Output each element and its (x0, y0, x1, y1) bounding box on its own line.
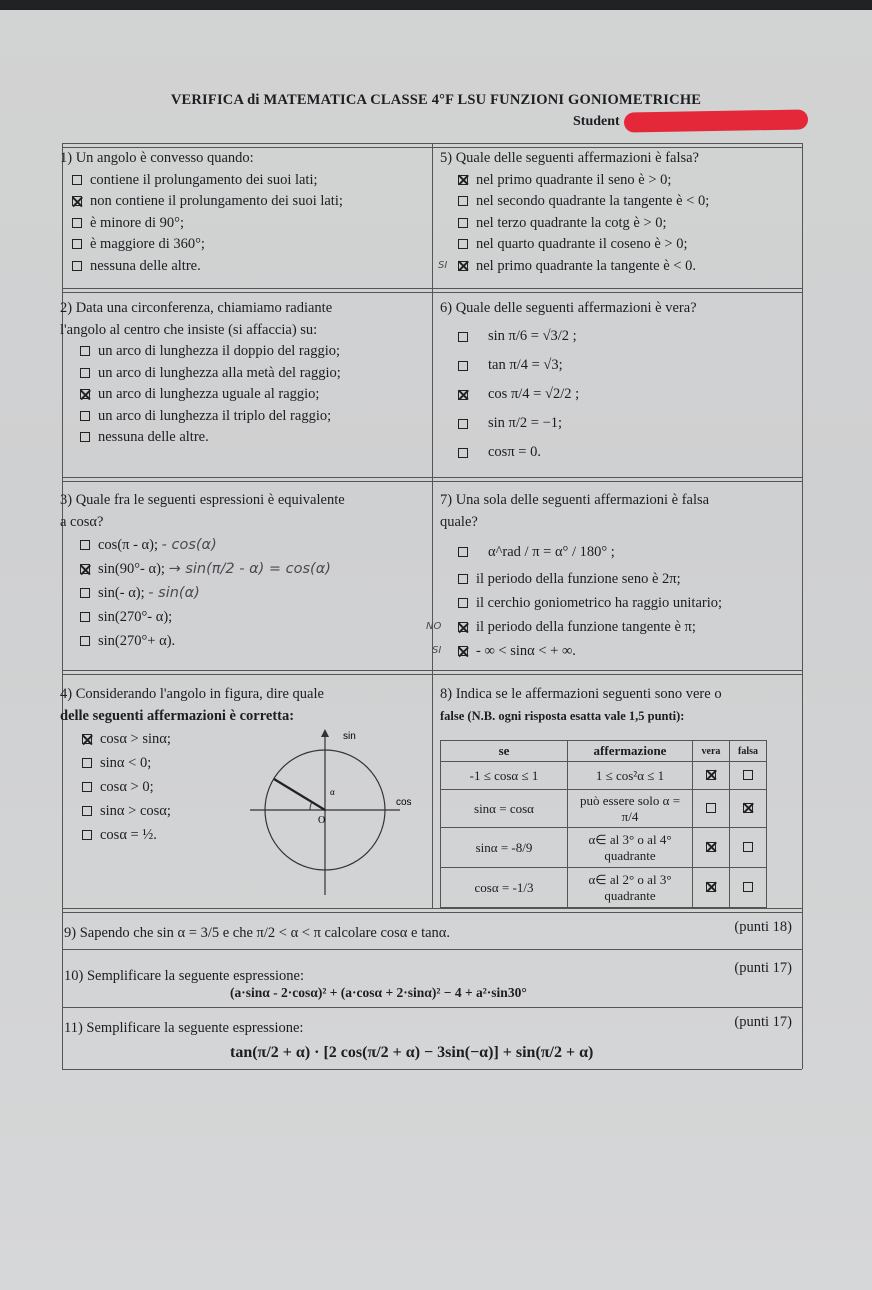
question-8-subtitle: false (N.B. ogni risposta esatta vale 1,5 punti): (440, 708, 685, 723)
q7-option[interactable]: - ∞ < sinα < + ∞. (458, 639, 722, 663)
q2-option[interactable]: nessuna delle altre. (80, 427, 341, 449)
question-2 (60, 298, 341, 449)
q5-option[interactable]: nel primo quadrante il seno è > 0; (458, 170, 709, 192)
checkbox[interactable] (458, 361, 468, 371)
arrow-up-icon (321, 729, 329, 737)
handwritten-note: - sin(α) (148, 585, 200, 601)
unit-circle-figure (240, 725, 420, 905)
checkbox-checked[interactable] (80, 564, 90, 574)
checkbox[interactable] (72, 261, 82, 271)
checkbox[interactable] (80, 588, 90, 598)
q6-option[interactable]: cos π/4 = √2/2 ; (458, 380, 697, 409)
checkbox-checked[interactable] (72, 196, 82, 206)
cos-axis-label: cos (396, 797, 412, 808)
checkbox[interactable] (80, 636, 90, 646)
q1-option[interactable]: nessuna delle altre. (72, 256, 343, 278)
table-row: sinα = cosα può essere solo α = π/4 (441, 790, 767, 828)
rule (62, 908, 802, 909)
checkbox-checked[interactable] (458, 390, 468, 400)
checkbox-checked[interactable] (458, 622, 468, 632)
rule (62, 949, 802, 950)
checkbox[interactable] (458, 574, 468, 584)
q7-option[interactable]: α^rad / π = α° / 180° ; (458, 537, 722, 567)
table-row: cosα = -1/3 α∈ al 2° o al 3° quadrante (441, 868, 767, 908)
q4-option[interactable]: cosα > sinα; (82, 727, 324, 751)
rule (62, 1069, 802, 1070)
checkbox-checked[interactable] (458, 261, 468, 271)
checkbox[interactable] (80, 346, 90, 356)
question-5 (440, 148, 709, 277)
question-11: 11) Semplificare la seguente espressione: (64, 1020, 304, 1036)
falsa-checkbox[interactable] (743, 882, 753, 892)
table-row: sinα = -8/9 α∈ al 3° o al 4° quadrante (441, 828, 767, 868)
q3-option[interactable]: sin(270°+ α). (80, 629, 345, 653)
page-right-border (802, 143, 803, 1069)
student-label: Student (573, 114, 620, 129)
question-3-text-line2: a cosα? (60, 513, 104, 530)
checkbox-checked[interactable] (458, 646, 468, 656)
q4-option[interactable]: sinα > cosα; (82, 799, 324, 823)
q9-points: (punti 18) (734, 919, 792, 935)
angle-label: α (330, 787, 335, 797)
sin-axis-label: sin (343, 731, 356, 742)
question-7 (426, 490, 723, 663)
checkbox[interactable] (72, 175, 82, 185)
page-title: VERIFICA di MATEMATICA CLASSE 4°F LSU FUNZIONI GONIOMETRICHE (170, 92, 702, 108)
q2-option[interactable]: un arco di lunghezza alla metà del raggio; (80, 363, 341, 385)
checkbox[interactable] (458, 547, 468, 557)
table-header-row (441, 741, 767, 762)
checkbox[interactable] (82, 830, 92, 840)
checkbox-checked[interactable] (80, 389, 90, 399)
handwritten-note: SI (438, 260, 448, 271)
question-8 (440, 684, 722, 727)
q3-option[interactable]: sin(90°- α); → sin(π/2 - α) = cos(α) (80, 557, 345, 581)
handwritten-note: SI (432, 645, 442, 656)
checkbox[interactable] (458, 218, 468, 228)
falsa-checkbox-checked[interactable] (743, 803, 753, 813)
question-5-text: 5) Quale delle seguenti affermazioni è falsa? (440, 150, 699, 166)
top-dark-border (0, 0, 872, 10)
question-10: 10) Semplificare la seguente espressione: (64, 968, 304, 984)
checkbox[interactable] (80, 612, 90, 622)
question-2-text-line2: l'angolo al centro che insiste (si affaccia) su: (60, 321, 318, 338)
checkbox[interactable] (82, 758, 92, 768)
header-falsa: falsa (730, 741, 767, 762)
q2-option[interactable]: un arco di lunghezza il triplo del raggio; (80, 406, 341, 428)
checkbox[interactable] (82, 782, 92, 792)
handwritten-note: → sin(π/2 - α) = cos(α) (168, 561, 331, 577)
q1-option[interactable]: contiene il prolungamento dei suoi lati; (72, 170, 343, 192)
q10-expression: (a·sinα - 2·cosα)² + (a·cosα + 2·sinα)² − 4 + a²·sin30° (230, 985, 527, 1000)
q6-option[interactable]: sin π/6 = √3/2 ; (458, 322, 697, 351)
header-se: se (441, 741, 568, 762)
vera-checkbox-checked[interactable] (706, 882, 716, 892)
checkbox-checked[interactable] (458, 175, 468, 185)
header-vera: vera (693, 741, 730, 762)
true-false-table (440, 740, 767, 908)
question-1 (60, 148, 343, 277)
q4-option[interactable]: sinα < 0; (82, 751, 324, 775)
q11-expression: tan(π/2 + α) · [2 cos(π/2 + α) − 3sin(−α)] + sin(π/2 + α) (230, 1044, 594, 1061)
question-4-text-line1: 4) Considerando l'angolo in figura, dire quale (60, 686, 324, 702)
q6-option[interactable]: sin π/2 = −1; (458, 409, 697, 438)
q1-option[interactable]: è minore di 90°; (72, 213, 343, 235)
falsa-checkbox[interactable] (743, 842, 753, 852)
q1-option[interactable]: è maggiore di 360°; (72, 234, 343, 256)
checkbox[interactable] (458, 419, 468, 429)
q5-option[interactable]: nel secondo quadrante la tangente è < 0; (458, 191, 709, 213)
question-6-text: 6) Quale delle seguenti affermazioni è vera? (440, 300, 697, 316)
q6-option[interactable]: tan π/4 = √3; (458, 351, 697, 380)
question-9: 9) Sapendo che sin α = 3/5 e che π/2 < α < π calcolare cosα e tanα. (64, 925, 451, 941)
q2-option[interactable]: un arco di lunghezza uguale al raggio; (80, 384, 341, 406)
q3-option[interactable]: cos(π - α); - cos(α) (80, 533, 345, 557)
vera-checkbox[interactable] (706, 803, 716, 813)
checkbox[interactable] (458, 598, 468, 608)
rule (62, 1007, 802, 1008)
checkbox[interactable] (458, 239, 468, 249)
checkbox-checked[interactable] (82, 734, 92, 744)
vera-checkbox-checked[interactable] (706, 770, 716, 780)
redaction-bar (624, 109, 808, 132)
q1-option[interactable]: non contiene il prolungamento dei suoi lati; (72, 191, 343, 213)
angle-ray (274, 779, 325, 810)
checkbox[interactable] (458, 332, 468, 342)
q6-option[interactable]: cosπ = 0. (458, 438, 697, 467)
question-6 (440, 298, 697, 467)
question-8-text: 8) Indica se le affermazioni seguenti sono vere o (440, 686, 722, 702)
origin-label: O (318, 815, 326, 826)
checkbox[interactable] (80, 368, 90, 378)
rule (62, 912, 802, 913)
falsa-checkbox[interactable] (743, 770, 753, 780)
q5-option[interactable]: nel primo quadrante la tangente è < 0. (458, 256, 709, 278)
q5-option[interactable]: nel quarto quadrante il coseno è > 0; (458, 234, 709, 256)
handwritten-note: NO (426, 621, 442, 632)
q2-option[interactable]: un arco di lunghezza il doppio del raggio; (80, 341, 341, 363)
question-7-text-line2: quale? (440, 513, 478, 530)
q7-option[interactable]: il periodo della funzione seno è 2π; (458, 567, 722, 591)
q10-points: (punti 17) (734, 960, 792, 976)
question-4-text-line2: delle seguenti affermazioni è corretta: (60, 707, 295, 724)
checkbox[interactable] (72, 218, 82, 228)
header-affermazione: affermazione (568, 741, 693, 762)
vera-checkbox-checked[interactable] (706, 842, 716, 852)
q11-points: (punti 17) (734, 1014, 792, 1030)
checkbox[interactable] (72, 239, 82, 249)
question-1-text: 1) Un angolo è convesso quando: (60, 150, 254, 166)
question-7-text-line1: 7) Una sola delle seguenti affermazioni è falsa (440, 492, 710, 508)
q4-option[interactable]: cosα = ½. (82, 823, 324, 847)
q7-option[interactable]: il periodo della funzione tangente è π; (458, 615, 722, 639)
checkbox[interactable] (82, 806, 92, 816)
column-divider (432, 143, 433, 908)
checkbox[interactable] (80, 411, 90, 421)
question-3-text-line1: 3) Quale fra le seguenti espressioni è equivalente (60, 492, 345, 508)
q4-option[interactable]: cosα > 0; (82, 775, 324, 799)
table-row: -1 ≤ cosα ≤ 1 1 ≤ cos²α ≤ 1 (441, 762, 767, 790)
checkbox[interactable] (458, 448, 468, 458)
q3-option[interactable]: sin(270°- α); (80, 605, 345, 629)
q3-option[interactable]: sin(- α); - sin(α) (80, 581, 345, 605)
question-3 (60, 490, 345, 653)
q7-option[interactable]: il cerchio goniometrico ha raggio unitario; (458, 591, 722, 615)
checkbox[interactable] (80, 432, 90, 442)
checkbox[interactable] (80, 540, 90, 550)
handwritten-note: - cos(α) (161, 537, 217, 553)
q5-option[interactable]: nel terzo quadrante la cotg è > 0; (458, 213, 709, 235)
checkbox[interactable] (458, 196, 468, 206)
question-2-text-line1: 2) Data una circonferenza, chiamiamo radiante (60, 300, 333, 316)
